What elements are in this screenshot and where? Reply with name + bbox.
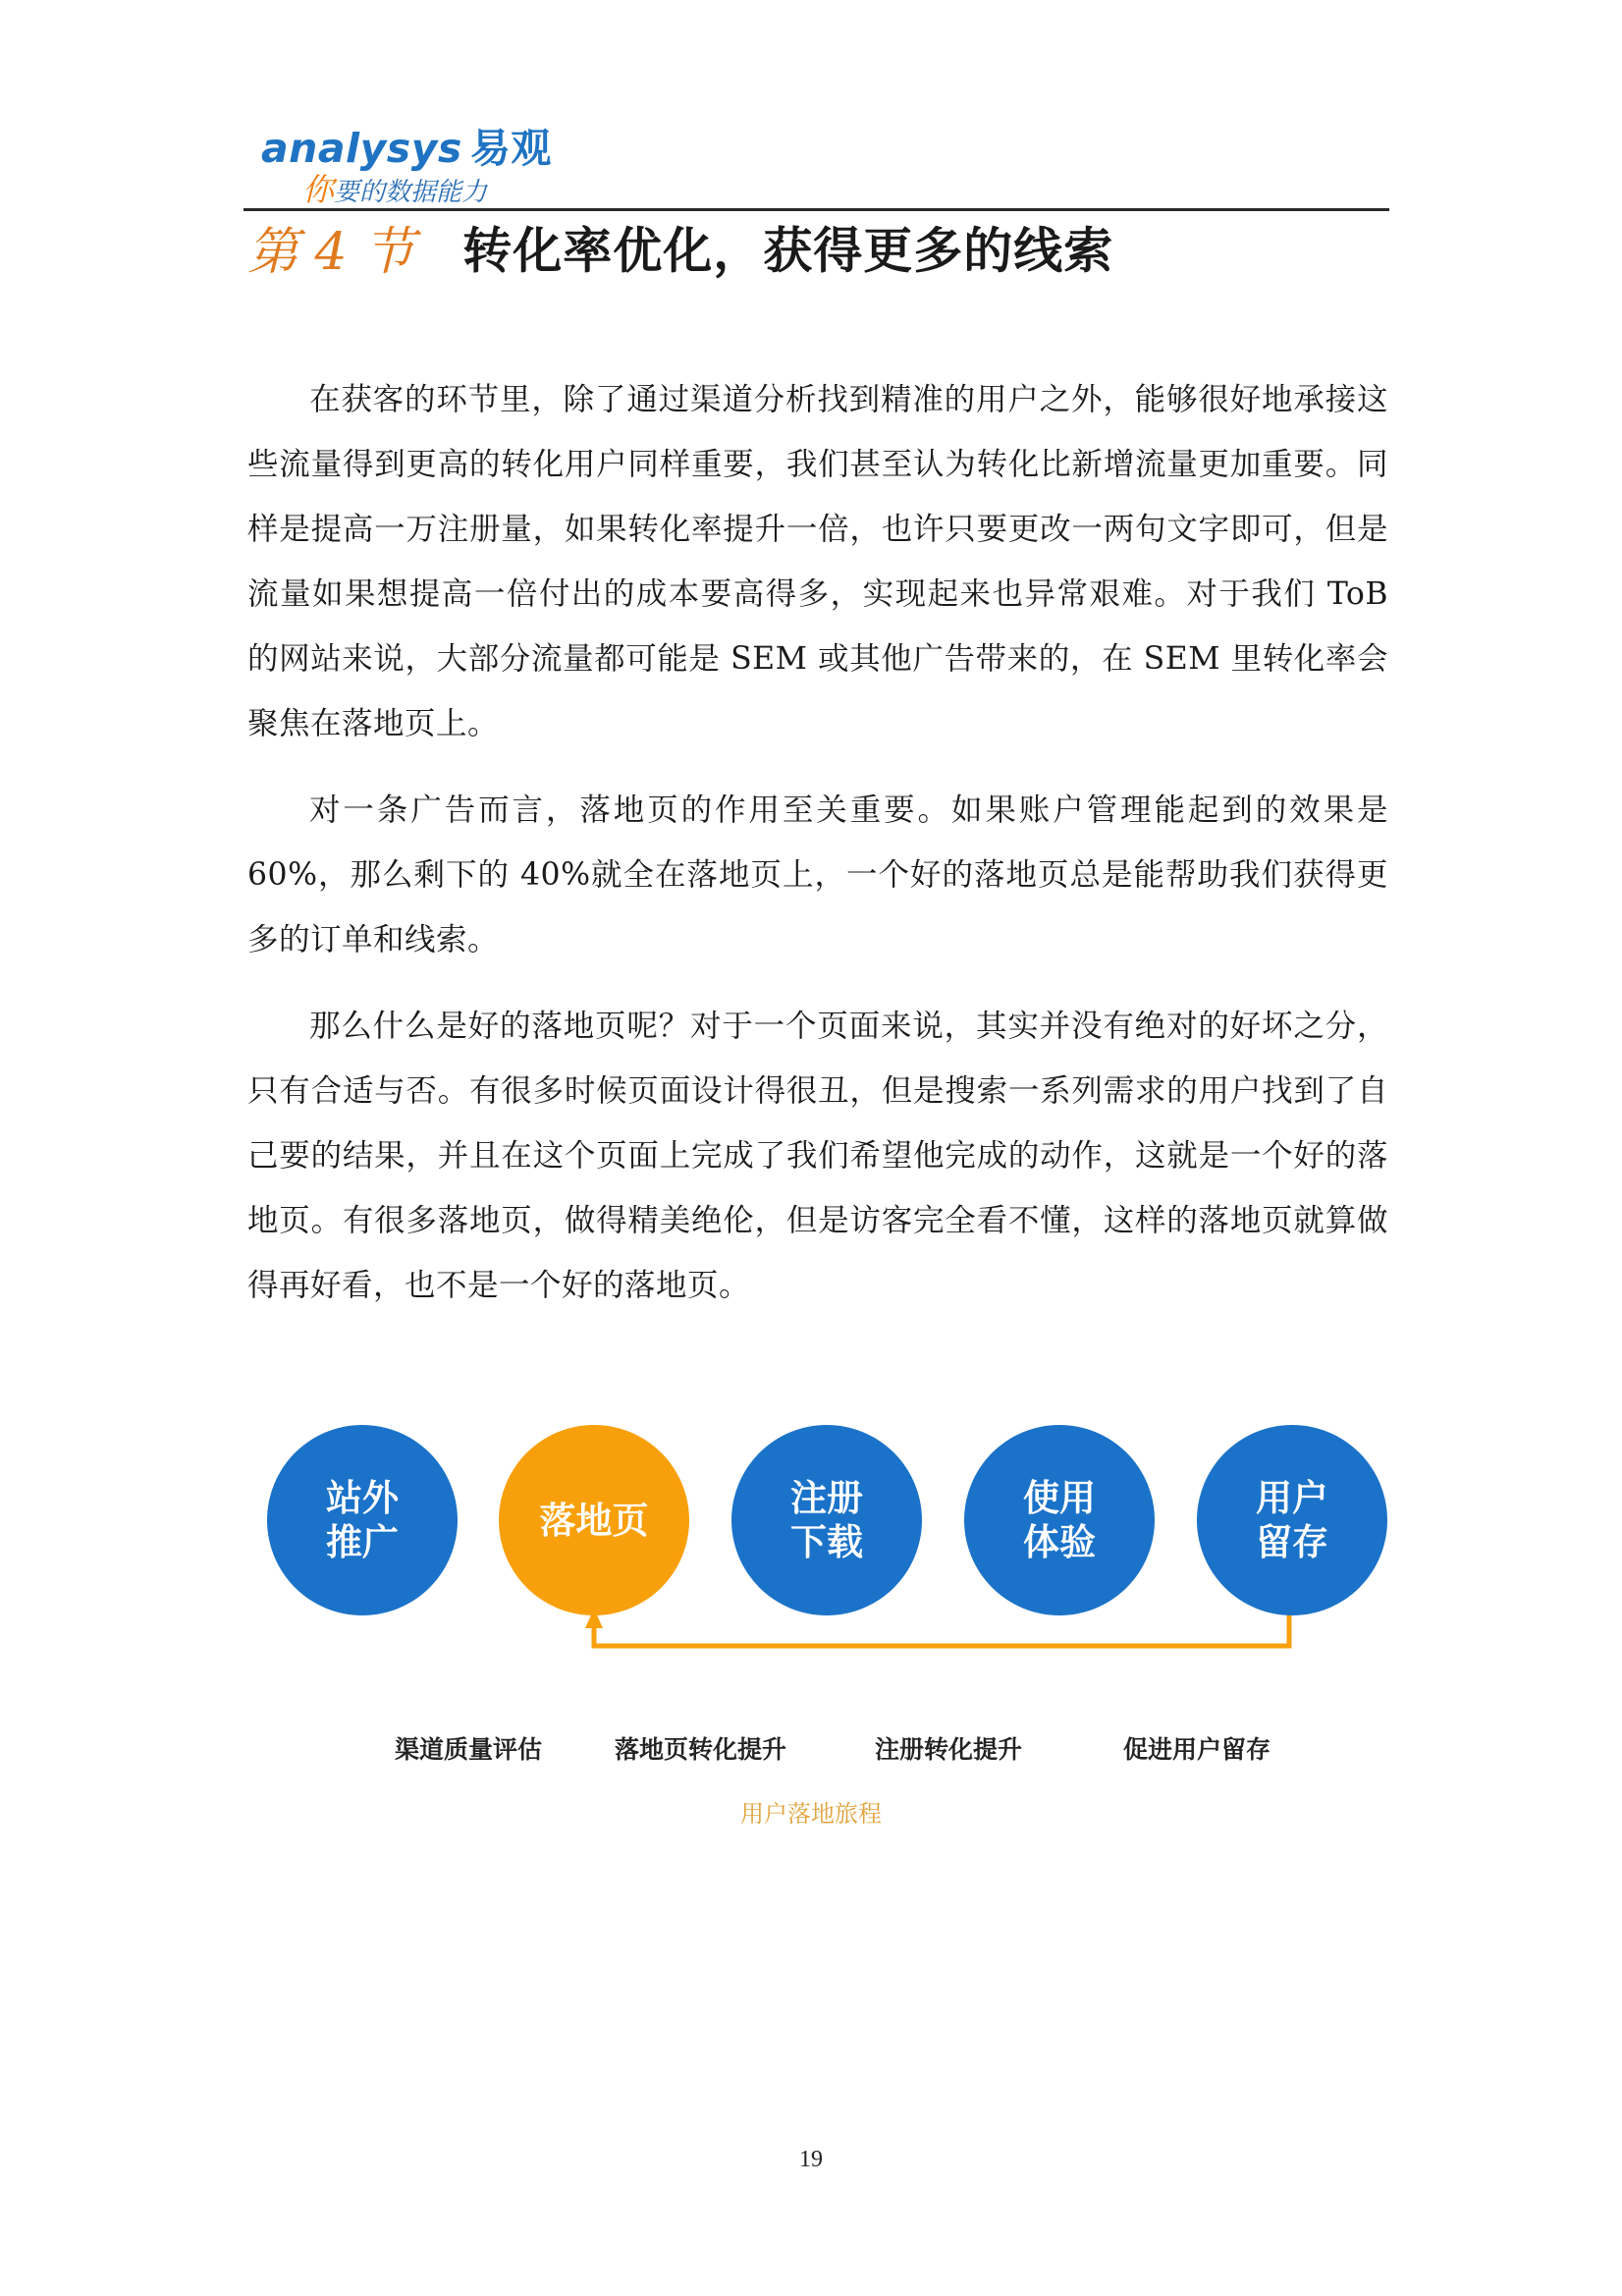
page-number: 19 xyxy=(799,2147,823,2172)
step-circle-register-download xyxy=(731,1425,922,1615)
section-title: 转化率优化，获得更多的线索 xyxy=(462,222,1114,280)
step-circle-landing-page xyxy=(499,1425,689,1615)
company-logo xyxy=(261,116,556,206)
paragraph: 那么什么是好的落地页呢？对于一个页面来说，其实并没有绝对的好坏之分，只有合适与否。有很多时候页面设计得很丑，但是搜索一系列需求的用户找到了自己要的结果，并且在这个页面上完成了我们希望他完成的动作，这就是一个好的落地页。有很多落地页，做得精美绝伦，但是访客完全看不懂，这样的落地页就算做得再好看，也不是一个好的落地页。 xyxy=(247,1009,1388,1303)
logo-text: nalysys xyxy=(289,125,462,172)
step-circle-offsite-promotion xyxy=(267,1425,458,1615)
figure-caption: 用户落地旅程 xyxy=(740,1800,882,1828)
logo-initial: a xyxy=(261,125,290,172)
step-label: 站外推广 xyxy=(326,1477,399,1563)
logo-tagline xyxy=(302,165,487,210)
tagline-first-char: 你 xyxy=(302,171,335,208)
step-circle-user-retention xyxy=(1197,1425,1387,1615)
stage-label-landing-conversion: 落地页转化提升 xyxy=(615,1735,787,1764)
feedback-arrow xyxy=(585,1609,1289,1646)
step-circle-usage-experience xyxy=(964,1425,1155,1615)
logo-cn: 易观 xyxy=(469,125,552,172)
section-heading xyxy=(247,210,1113,285)
step-label: 注册下载 xyxy=(790,1477,863,1563)
stage-label-retention: 促进用户留存 xyxy=(1123,1735,1271,1764)
paragraph: 在获客的环节里，除了通过渠道分析找到精准的用户之外，能够很好地承接这些流量得到更高的转化用户同样重要，我们甚至认为转化比新增流量更加重要。同样是提高一万注册量，如果转化率提升一倍，也许只要更改一两句文字即可，但是流量如果想提高一倍付出的成本要高得多，实现起来也异常艰难。对于我们 ToB 的网站来说，大部分流量都可能是 SEM 或其他广告带来的，在 SEM 里转化率会聚焦在落地页上。 xyxy=(247,382,1388,741)
step-label: 使用体验 xyxy=(1023,1477,1096,1563)
stage-label-channel-quality: 渠道质量评估 xyxy=(395,1735,543,1764)
stage-label-register-conversion: 注册转化提升 xyxy=(875,1735,1023,1764)
section-number: 第 4 节 xyxy=(247,223,415,282)
step-label: 落地页 xyxy=(539,1499,649,1542)
tagline-rest: 要的数据能力 xyxy=(334,178,488,207)
paragraph: 对一条广告而言，落地页的作用至关重要。如果账户管理能起到的效果是 60%，那么剩下的 40%就全在落地页上，一个好的落地页总是能帮助我们获得更多的订单和线索。 xyxy=(247,793,1388,957)
body-text xyxy=(247,367,1388,1339)
step-label: 用户留存 xyxy=(1256,1477,1328,1563)
